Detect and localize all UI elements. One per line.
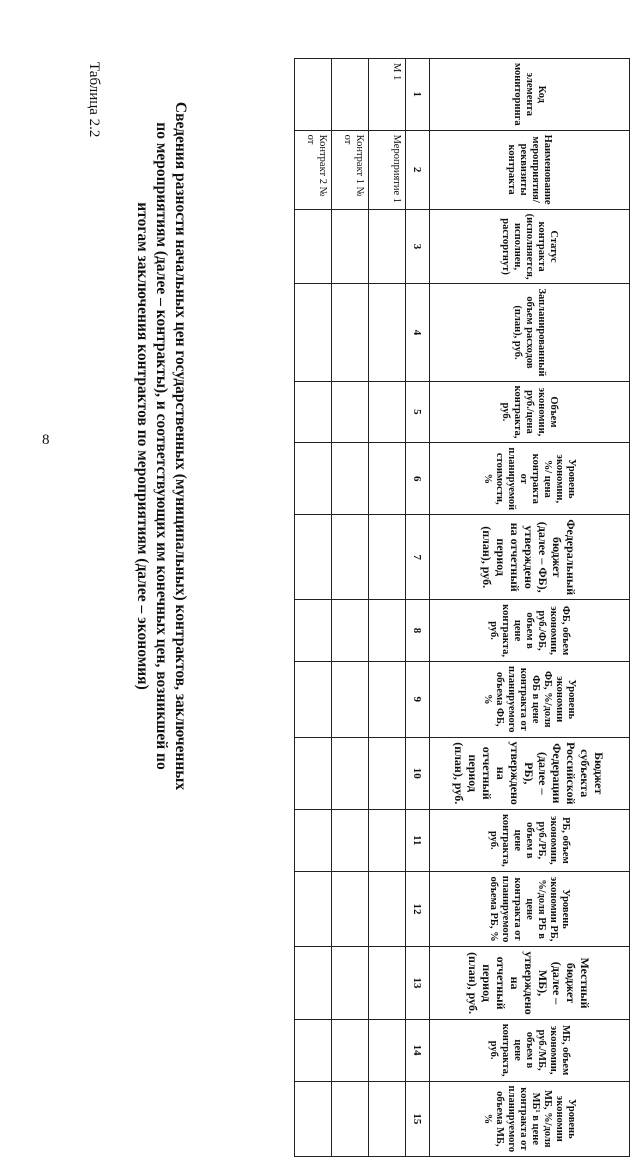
data-cell (332, 1081, 369, 1157)
row-code: М 1 (369, 59, 406, 131)
data-cell (332, 737, 369, 809)
column-number: 3 (406, 209, 430, 284)
table-row (295, 59, 332, 1157)
header-cell: МБ, объем экономии, руб./МБ, объем в цене контракта, руб. (430, 1019, 630, 1081)
data-cell (295, 871, 332, 947)
data-cell (369, 209, 406, 284)
data-cell (332, 381, 369, 443)
column-number: 9 (406, 661, 430, 737)
data-cell (369, 381, 406, 443)
data-cell (369, 809, 406, 871)
column-number: 2 (406, 130, 430, 209)
data-cell (332, 809, 369, 871)
row-name: Контракт 1 № от (332, 130, 369, 209)
column-number: 7 (406, 515, 430, 600)
header-cell: Запланированный объем расходов (план), руб. (430, 284, 630, 381)
header-cell: Уровень экономии РБ, %/доля РБ в цене контракта от планируемого объема РБ, % (430, 871, 630, 947)
column-number: 4 (406, 284, 430, 381)
header-cell: Наименование мероприятия/реквизиты контракта (430, 130, 630, 209)
monitoring-table (294, 58, 630, 1157)
column-number: 14 (406, 1019, 430, 1081)
row-name: Контракт 2 № от (295, 130, 332, 209)
column-number: 10 (406, 737, 430, 809)
row-code (295, 59, 332, 131)
data-cell (369, 1081, 406, 1157)
column-number: 6 (406, 443, 430, 515)
data-cell (295, 443, 332, 515)
header-cell: Уровень экономии ФБ, %/доля ФБ в цене контракта от планируемого объема ФБ, % (430, 661, 630, 737)
data-cell (369, 737, 406, 809)
data-cell (369, 443, 406, 515)
data-cell (332, 209, 369, 284)
table-caption: Таблица 2.2 (86, 62, 102, 138)
column-number-row (406, 59, 430, 1157)
column-number: 11 (406, 809, 430, 871)
column-number: 13 (406, 947, 430, 1019)
table-row (332, 59, 369, 1157)
data-cell (369, 871, 406, 947)
header-cell: Статус контракта (исполняется, исполнен, расторгнут) (430, 209, 630, 284)
page-number: 8 (42, 432, 50, 448)
column-number: 8 (406, 600, 430, 662)
data-cell (369, 947, 406, 1019)
table-title: Сведения разности начальных цен государственных (муниципальных) контрактов, заключенных по мероприятиям (далее – контракты), и соответствующих им конечных цен, возникшей по итогам заключения контрактов по мероприятиям (далее – экономия) (134, 101, 189, 791)
header-cell: ФБ, объем экономии, руб./ФБ, объем в цене контракта, руб. (430, 600, 630, 662)
header-cell: Бюджет субъекта Российской Федерации (далее – РБ), утверждено на отчетный период (план), руб. (430, 737, 630, 809)
data-cell (295, 809, 332, 871)
data-cell (295, 209, 332, 284)
data-cell (295, 737, 332, 809)
header-cell: Федеральный бюджет (далее – ФБ), утверждено на отчетный период (план), руб. (430, 515, 630, 600)
column-number: 12 (406, 871, 430, 947)
data-cell (369, 600, 406, 662)
data-cell (295, 600, 332, 662)
header-cell: Уровень экономии МБ, %/доля МБ¹ в цене контракта от планируемого объема МБ, % (430, 1081, 630, 1157)
header-cell: Местный бюджет (далее – МБ), утверждено на отчетный период (план), руб. (430, 947, 630, 1019)
data-cell (332, 600, 369, 662)
column-number: 15 (406, 1081, 430, 1157)
data-cell (332, 284, 369, 381)
row-code (332, 59, 369, 131)
row-name: Мероприятие 1 (369, 130, 406, 209)
data-cell (295, 381, 332, 443)
data-cell (332, 1019, 369, 1081)
data-cell (369, 661, 406, 737)
data-cell (332, 661, 369, 737)
table-row (369, 59, 406, 1157)
data-cell (332, 871, 369, 947)
data-cell (369, 1019, 406, 1081)
header-cell: РБ, объем экономии, руб./РБ, объем в цене контракта, руб. (430, 809, 630, 871)
header-row (430, 59, 630, 1157)
data-cell (332, 443, 369, 515)
header-cell: Код элемента мониторинга (430, 59, 630, 131)
data-cell (332, 947, 369, 1019)
data-cell (295, 1019, 332, 1081)
data-cell (369, 515, 406, 600)
data-cell (369, 284, 406, 381)
data-cell (295, 515, 332, 600)
data-cell (295, 284, 332, 381)
header-cell: Уровень экономии, %/ цена контракта от планируемой стоимости, % (430, 443, 630, 515)
column-number: 1 (406, 59, 430, 131)
data-cell (295, 947, 332, 1019)
data-cell (295, 661, 332, 737)
header-cell: Объем экономии, руб./цена контракта, руб. (430, 381, 630, 443)
column-number: 5 (406, 381, 430, 443)
data-cell (295, 1081, 332, 1157)
data-cell (332, 515, 369, 600)
monitoring-table-container (294, 58, 630, 1157)
